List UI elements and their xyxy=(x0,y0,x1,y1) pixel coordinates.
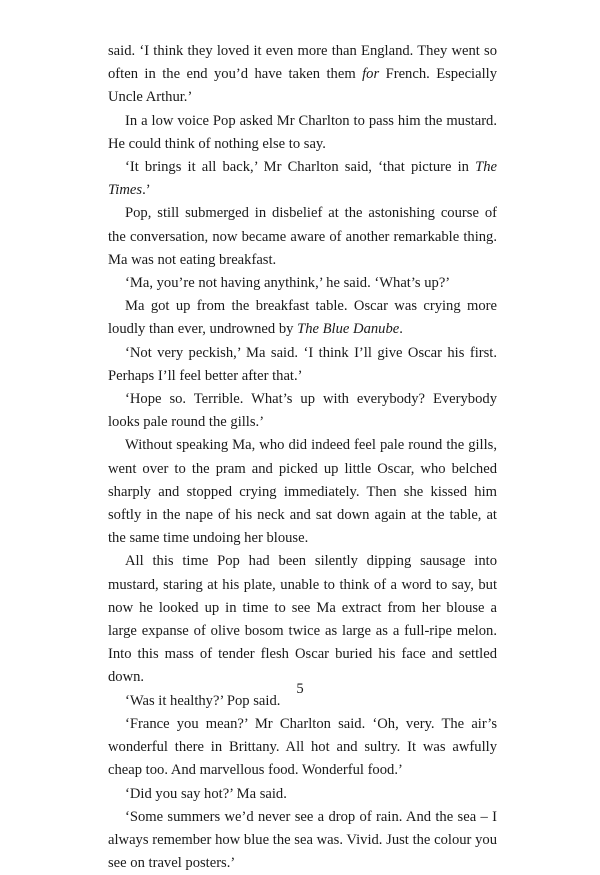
paragraph xyxy=(108,40,497,110)
paragraph xyxy=(108,342,497,388)
paragraph xyxy=(108,713,497,783)
paragraph xyxy=(108,783,497,806)
paragraph xyxy=(108,388,497,434)
italic-text: The Times xyxy=(108,159,497,199)
text-run: Pop, still submerged in disbelief at the astonishing course of the conversation, now became aware of another remarkable thing. Ma was not eating breakfast. xyxy=(108,205,497,268)
paragraph xyxy=(108,806,497,875)
text-run: French. Especially Uncle Arthur.’ xyxy=(108,66,497,106)
text-run: ‘Some summers we’d never see a drop of rain. And the sea – I always remember how blue the sea was. Vivid. Just the colour you see on travel posters.’ xyxy=(108,808,497,872)
text-run: ‘Was it healthy?’ Pop said. xyxy=(125,692,281,709)
paragraph xyxy=(108,202,497,272)
paragraph xyxy=(108,295,497,341)
text-run: ‘Did you say hot?’ Ma said. xyxy=(125,785,287,802)
text-run: ‘It brings it all back,’ Mr Charlton said, ‘that picture in xyxy=(125,159,476,176)
italic-text: The Blue Danube xyxy=(297,321,400,338)
text-run: .’ xyxy=(142,182,151,199)
text-run: Without speaking Ma, who did indeed feel pale round the gills, went over to the pram and picked up little Oscar, who belched sharply and stopped crying immediately. Then she kissed him softly in the nape of his neck and sat down again at the table, at the same time undoing her blouse. xyxy=(108,437,497,547)
italic-text: for xyxy=(362,66,380,83)
page-number: 5 xyxy=(296,681,304,697)
text-run: said. ‘I think they loved it even more than England. They went so often in the end you’d have taken them xyxy=(108,43,497,83)
text-run: ‘Hope so. Terrible. What’s up with everybody? Everybody looks pale round the gills.’ xyxy=(108,391,497,431)
text-run: ‘Ma, you’re not having anythink,’ he said. ‘What’s up?’ xyxy=(125,275,451,292)
paragraph xyxy=(108,156,497,202)
text-run: ‘Not very peckish,’ Ma said. ‘I think I’ll give Oscar his first. Perhaps I’ll feel better after that.’ xyxy=(108,344,497,384)
text-run: In a low voice Pop asked Mr Charlton to pass him the mustard. He could think of nothing else to say. xyxy=(108,112,497,152)
text-run: ‘France you mean?’ Mr Charlton said. ‘Oh, very. The air’s wonderful there in Brittany. All hot and sultry. It was awfully cheap too. And marvellous food. Wonderful food.’ xyxy=(108,715,497,779)
paragraph xyxy=(108,434,497,550)
text-run: Ma got up from the breakfast table. Oscar was crying more loudly than ever, undrowned by xyxy=(108,298,497,338)
text-run: All this time Pop had been silently dipping sausage into mustard, staring at his plate, unable to think of a word to say, but now he looked up in time to see Ma extract from her blouse a large expanse of olive bosom twice as large as a full-ripe melon. Into this mass of tender flesh Oscar buried his face and settled down. xyxy=(108,553,497,686)
paragraph xyxy=(108,110,497,156)
paragraph xyxy=(108,550,497,689)
text-run: . xyxy=(399,321,403,338)
paragraph xyxy=(108,272,497,295)
